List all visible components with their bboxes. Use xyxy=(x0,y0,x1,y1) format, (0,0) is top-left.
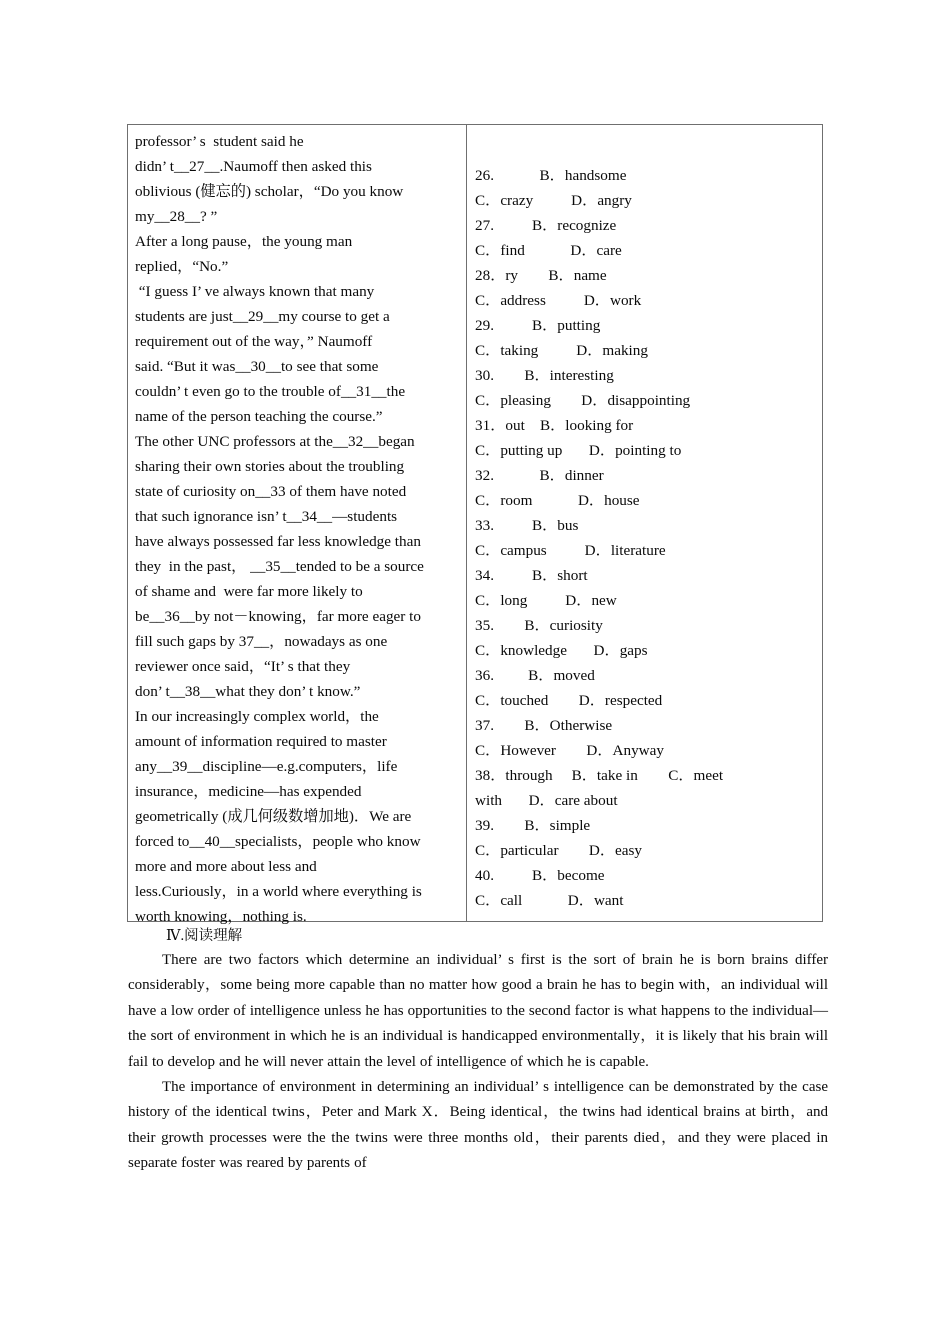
option-line: 33. B．bus xyxy=(475,517,579,534)
option-line: 27. B．recognize xyxy=(475,217,617,234)
passage-line: of shame and were far more likely to xyxy=(135,583,363,600)
reading-paragraph: The importance of environment in determining an individual’ s intelligence can be demonstrated by the case history of the identical twins，Peter and Mark X．Being identical，the twins had identical brains at birth，and their growth processes were the the twins were three months old，their parents died，and they were placed in separate foster was reared by parents of xyxy=(128,1079,828,1172)
passage-line: don’ t__38__what they don’ t know.” xyxy=(135,683,361,700)
option-line: 38．through B．take in C．meet xyxy=(475,767,724,784)
passage-line: have always possessed far less knowledge than xyxy=(135,533,421,550)
option-line: C．putting up D．pointing to xyxy=(475,442,682,459)
option-line: 32. B．dinner xyxy=(475,467,604,484)
cloze-options-column xyxy=(467,125,822,921)
option-line: 35. B．curiosity xyxy=(475,617,603,634)
passage-line: geometrically (成几何级数增加地)．We are xyxy=(135,808,412,825)
passage-line: The other UNC professors at the__32__began xyxy=(135,433,415,450)
option-line: C．crazy D．angry xyxy=(475,192,632,209)
passage-line: requirement out of the way，” Naumoff xyxy=(135,333,373,350)
options-top-spacer xyxy=(475,129,816,163)
section-heading: Ⅳ.阅读理解 xyxy=(166,928,243,944)
passage-line: said. “But it was__30__to see that some xyxy=(135,358,379,375)
option-line: 36. B．moved xyxy=(475,667,595,684)
option-line: 28．ry B．name xyxy=(475,267,607,284)
passage-line: name of the person teaching the course.” xyxy=(135,408,383,425)
option-line: C．particular D．easy xyxy=(475,842,643,859)
passage-line: more and more about less and xyxy=(135,858,317,875)
passage-line: worth knowing，nothing is. xyxy=(135,908,307,925)
reading-comprehension-section xyxy=(128,924,828,1177)
option-line: C．address D．work xyxy=(475,292,642,309)
cloze-passage-column xyxy=(128,125,467,925)
passage-line: fill such gaps by 37__，nowadays as one xyxy=(135,633,388,650)
passage-line: “I guess I’ ve always known that many xyxy=(135,283,375,300)
option-line: C．call D．want xyxy=(475,892,624,909)
passage-line: state of curiosity on__33 of them have noted xyxy=(135,483,407,500)
option-line: C．touched D．respected xyxy=(475,692,663,709)
passage-line: didn’ t__27__.Naumoff then asked this xyxy=(135,158,372,175)
passage-line: my__28__? ” xyxy=(135,208,218,225)
passage-line: couldn’ t even go to the trouble of__31__the xyxy=(135,383,406,400)
option-line: 40. B．become xyxy=(475,867,605,884)
passage-line: After a long pause，the young man xyxy=(135,233,353,250)
option-line: C．pleasing D．disappointing xyxy=(475,392,691,409)
passage-line: replied，“No.” xyxy=(135,258,229,275)
option-line: 30. B．interesting xyxy=(475,367,614,384)
passage-line: sharing their own stories about the troubling xyxy=(135,458,405,475)
passage-line: forced to__40__specialists，people who know xyxy=(135,833,421,850)
passage-line: be__36__by not－knowing，far more eager to xyxy=(135,608,421,625)
passage-line: amount of information required to master xyxy=(135,733,387,750)
passage-line: professor’ s student said he xyxy=(135,133,304,150)
option-line: 39. B．simple xyxy=(475,817,591,834)
option-line: 34. B．short xyxy=(475,567,588,584)
passage-line: In our increasingly complex world，the xyxy=(135,708,379,725)
option-line: C．find D．care xyxy=(475,242,622,259)
option-line: C．taking D．making xyxy=(475,342,648,359)
passage-line: any__39__discipline—e.g.computers，life xyxy=(135,758,398,775)
option-line: C．room D．house xyxy=(475,492,640,509)
passage-line: oblivious (健忘的) scholar，“Do you know xyxy=(135,183,404,200)
option-line: C．campus D．literature xyxy=(475,542,666,559)
passage-line: less.Curiously，in a world where everything is xyxy=(135,883,422,900)
option-line: 26. B．handsome xyxy=(475,167,627,184)
reading-paragraph: There are two factors which determine an individual’ s first is the sort of brain he is born brains differ considerably，some being more capable than no matter how good a brain he has to begin with，an individual will have a low order of intelligence unless he has opportunities to the second factor is what happens to the individual—the sort of environment in which he is an individual is handicapped environmentally，it is likely that his brain will fail to develop and he will never attain the level of intelligence of which he is capable. xyxy=(128,952,828,1070)
option-line: 37. B．Otherwise xyxy=(475,717,613,734)
option-line: with D．care about xyxy=(475,792,618,809)
passage-line: that such ignorance isn’ t__34__—students xyxy=(135,508,398,525)
option-line: 31．out B．looking for xyxy=(475,417,634,434)
cloze-answer-table xyxy=(127,124,823,925)
passage-line: insurance，medicine—has expended xyxy=(135,783,362,800)
passage-line: they in the past， __35__tended to be a source xyxy=(135,558,424,575)
passage-line: reviewer once said，“It’ s that they xyxy=(135,658,351,675)
passage-line: students are just__29__my course to get a xyxy=(135,308,390,325)
option-line: C．knowledge D．gaps xyxy=(475,642,648,659)
option-line: 29. B．putting xyxy=(475,317,601,334)
option-line: C．long D．new xyxy=(475,592,617,609)
option-line: C．However D．Anyway xyxy=(475,742,664,759)
